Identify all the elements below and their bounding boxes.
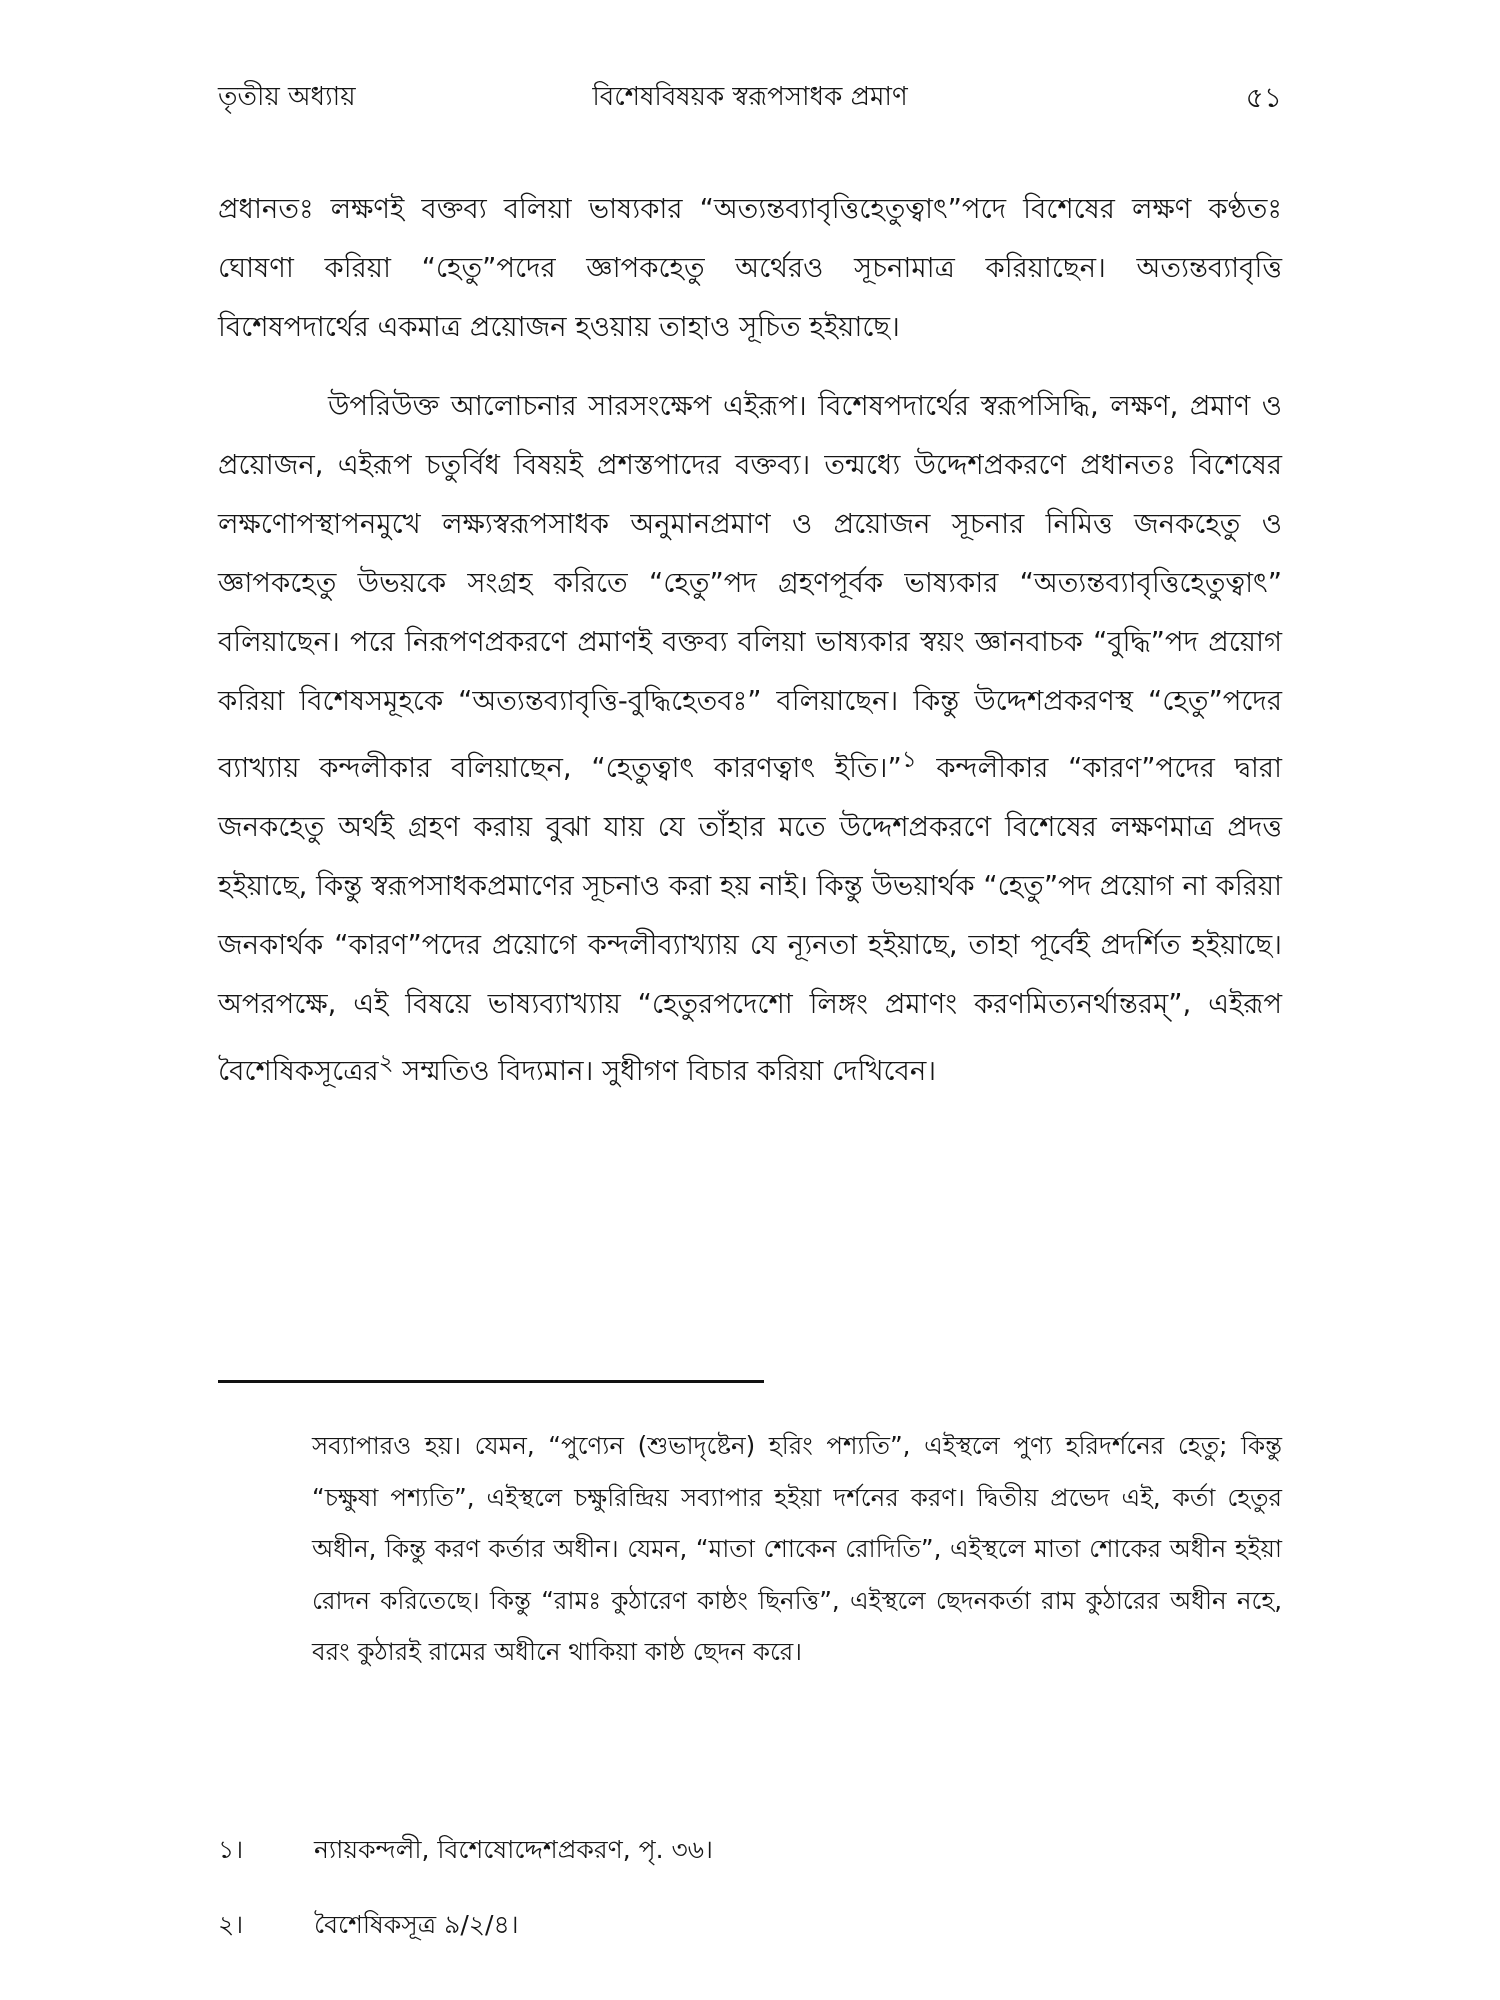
paragraph-2 (218, 377, 1282, 1101)
paragraph-2-part-c: সম্মতিও বিদ্যমান। সুধীগণ বিচার করিয়া দেখিবেন। (393, 1055, 937, 1088)
footnote-text: বৈশেষিকসূত্র ৯/২/৪। (314, 1910, 519, 1939)
footnote-ref-1: ১ (901, 747, 917, 773)
footnote-number: ২। (218, 1910, 244, 1939)
footnote-ref-2: ২ (378, 1050, 394, 1077)
footnote-number: ১। (218, 1835, 244, 1864)
chapter-label: তৃতীয় অধ্যায় (218, 82, 356, 112)
footnote-divider (218, 1380, 764, 1383)
paragraph-2-part-a: উপরিউক্ত আলোচনার সারসংক্ষেপ এইরূপ। বিশেষপদার্থের স্বরূপসিদ্ধি, লক্ষণ, প্রমাণ ও প্রয়োজন, এইরূপ চতুর্বিধ বিষয়ই প্রশস্তপাদের বক্তব্য। তন্মধ্যে উদ্দেশপ্রকরণে প্রধানতঃ বিশেষের লক্ষণোপস্থাপনমুখে লক্ষ্যস্বরূপসাধক অনুমানপ্রমাণ ও প্রয়োজন সূচনার নিমিত্ত জনকহেতু ও জ্ঞাপকহেতু উভয়কে সংগ্রহ করিতে “হেতু”পদ গ্রহণপূর্বক ভাষ্যকার “অত্যন্তব্যাবৃত্তিহেতুত্বাৎ” বলিয়াছেন। পরে নিরূপণপ্রকরণে প্রমাণই বক্তব্য বলিয়া ভাষ্যকার স্বয়ং জ্ঞানবাচক “বুদ্ধি”পদ প্রয়োগ করিয়া বিশেষসমূহকে “অত্যন্তব্যাবৃত্তি-বুদ্ধিহেতবঃ” বলিয়াছেন। কিন্তু উদ্দেশপ্রকরণস্থ “হেতু”পদের ব্যাখ্যায় কন্দলীকার বলিয়াছেন, “হেতুত্বাৎ কারণত্বাৎ ইতি।” (218, 390, 1282, 785)
running-head (218, 76, 1282, 116)
footnote-continuation: সব্যাপারও হয়। যেমন, “পুণ্যেন (শুভাদৃষ্টেন) হরিং পশ্যতি”, এইস্থলে পুণ্য হরিদর্শনের হেতু; কিন্তু “চক্ষুষা পশ্যতি”, এইস্থলে চক্ষুরিন্দ্রিয় সব্যাপার হইয়া দর্শনের করণ। দ্বিতীয় প্রভেদ এই, কর্তা হেতুর অধীন, কিন্তু করণ কর্তার অধীন। যেমন, “মাতা শোকেন রোদিতি”, এইস্থলে মাতা শোকের অধীন হইয়া রোদন করিতেছে। কিন্তু “রামঃ কুঠারেণ কাষ্ঠং ছিনত্তি”, এইস্থলে ছেদনকর্তা রাম কুঠারের অধীন নহে, বরং কুঠারই রামের অধীনে থাকিয়া কাষ্ঠ ছেদন করে। (312, 1431, 1282, 1666)
running-title: বিশেষবিষয়ক স্বরূপসাধক প্রমাণ (592, 82, 908, 112)
footnote-item (218, 1830, 1282, 1878)
page-number: ৫১ (1245, 81, 1282, 114)
footnote-text: ন্যায়কন্দলী, বিশেষোদ্দেশপ্রকরণ, পৃ. ৩৬। (314, 1835, 713, 1864)
main-text (218, 180, 1282, 1101)
paragraph-2-part-b: কন্দলীকার “কারণ”পদের দ্বারা জনকহেতু অর্থই গ্রহণ করায় বুঝা যায় যে তাঁহার মতে উদ্দেশপ্রকরণে বিশেষের লক্ষণমাত্র প্রদত্ত হইয়াছে, কিন্তু স্বরূপসাধকপ্রমাণের সূচনাও করা হয় নাই। কিন্তু উভয়ার্থক “হেতু”পদ প্রয়োগ না করিয়া জনকার্থক “কারণ”পদের প্রয়োগে কন্দলীব্যাখ্যায় যে ন্যূনতা হইয়াছে, তাহা পূর্বেই প্রদর্শিত হইয়াছে। অপরপক্ষে, এই বিষয়ে ভাষ্যব্যাখ্যায় “হেতুরপদেশো লিঙ্গং প্রমাণং করণমিত্যনর্থান্তরম্”, এইরূপ বৈশেষিকসূত্রের (218, 752, 1282, 1088)
paragraph-1: প্রধানতঃ লক্ষণই বক্তব্য বলিয়া ভাষ্যকার “অত্যন্তব্যাবৃত্তিহেতুত্বাৎ”পদে বিশেষের লক্ষণ কণ্ঠতঃ ঘোষণা করিয়া “হেতু”পদের জ্ঞাপকহেতু অর্থেরও সূচনামাত্র করিয়াছেন। অত্যন্তব্যাবৃত্তি বিশেষপদার্থের একমাত্র প্রয়োজন হওয়ায় তাহাও সূচিত হইয়াছে। (218, 193, 1282, 343)
footnote-item (218, 1905, 1282, 1953)
